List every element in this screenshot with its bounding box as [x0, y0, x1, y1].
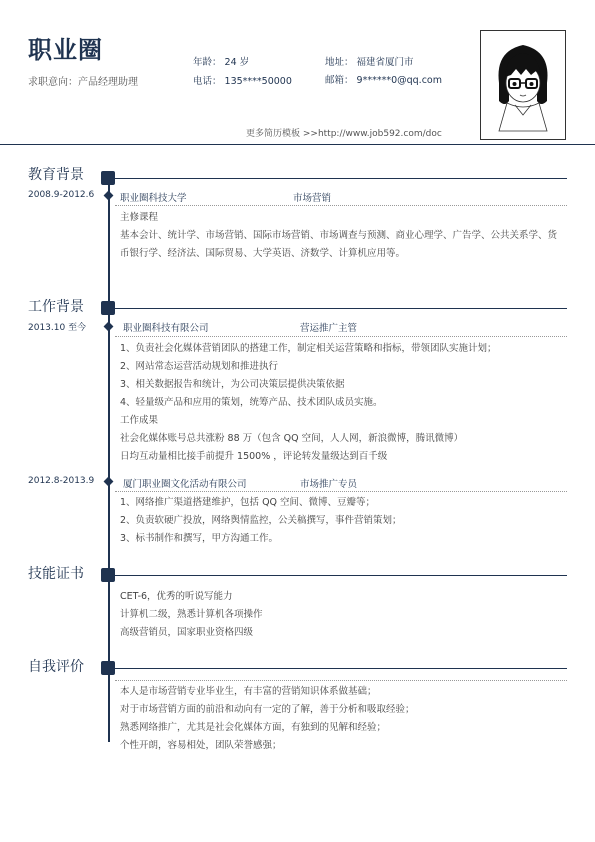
avatar-illustration: [481, 31, 565, 139]
education-details: [120, 209, 565, 263]
school-name: 职业圈科技大学: [120, 193, 187, 204]
section-title-work: 工作背景: [28, 299, 84, 315]
dotted-divider: [115, 336, 567, 337]
job-line: 社会化媒体账号总共涨粉 88 万（包含 QQ 空间，人人网，新浪微博，腾讯微博）: [120, 433, 464, 444]
section-marker: [101, 301, 115, 315]
course-heading: 主修课程: [120, 212, 159, 223]
timeline-line: [108, 172, 110, 742]
job-line: 1、负责社会化媒体营销团队的搭建工作，制定相关运营策略和指标，带领团队实施计划；: [120, 343, 497, 354]
section-title-education: 教育背景: [28, 167, 84, 183]
section-marker: [101, 568, 115, 582]
job-line: 2、网站常态运营活动规划和推进执行: [120, 361, 279, 372]
job-line: 3、相关数据报告和统计，为公司决策层提供决策依据: [120, 379, 345, 390]
age-field: 年龄： 24 岁: [193, 57, 250, 68]
job-line: 2、负责软硬广投放，网络舆情监控，公关稿撰写，事件营销策划；: [120, 515, 402, 526]
section-marker: [101, 171, 115, 185]
eval-item: 本人是市场营销专业毕业生，有丰富的营销知识体系做基础；: [120, 686, 377, 697]
more-templates-link[interactable]: 更多简历模板 >>http://www.job592.com/doc: [246, 129, 442, 139]
resume-name: 职业圈: [28, 36, 103, 64]
dotted-divider: [115, 491, 567, 492]
phone-field: 电话： 135****50000: [193, 76, 292, 87]
course-list: 基本会计、统计学、市场营销、国际市场营销、市场调查与预测、商业心理学、广告学、公共关系学、货币银行学、经济法、国际贸易、大学英语、济数学、计算机应用等。: [120, 230, 558, 259]
timeline-diamond: [103, 322, 113, 332]
section-title-self-eval: 自我评价: [28, 659, 84, 675]
section-divider: [115, 575, 567, 576]
job-details: [120, 340, 565, 466]
section-divider: [115, 308, 567, 309]
job-line: 3、标书制作和撰写，甲方沟通工作。: [120, 533, 279, 544]
job-line: 4、轻量级产品和应用的策划，统筹产品、技术团队成员实施。: [120, 397, 383, 408]
job-line: 1、网络推广渠道搭建维护，包括 QQ 空间、微博、豆瓣等；: [120, 497, 376, 508]
job-position: 市场推广专员: [300, 479, 358, 490]
self-eval-list: [120, 683, 565, 755]
dotted-divider: [115, 205, 567, 206]
header-divider: [0, 144, 595, 145]
dotted-divider: [115, 680, 567, 681]
eval-item: 熟悉网络推广，尤其是社会化媒体方面，有独到的见解和经验；: [120, 722, 387, 733]
section-marker: [101, 661, 115, 675]
company-name: 职业圈科技有限公司: [123, 323, 209, 334]
email-field: 邮箱： 9******0@qq.com: [325, 75, 442, 86]
job-details: [120, 494, 565, 548]
education-date: 2008.9-2012.6: [28, 190, 95, 200]
company-name: 厦门职业圈文化活动有限公司: [123, 479, 247, 490]
skills-list: [120, 588, 565, 642]
job-date: 2013.10 至今: [28, 323, 87, 333]
section-divider: [115, 178, 567, 179]
job-intent: 求职意向：产品经理助理: [28, 77, 138, 88]
section-title-skills: 技能证书: [28, 566, 84, 582]
eval-item: 个性开朗，容易相处，团队荣誉感强；: [120, 740, 282, 751]
job-line: 工作成果: [120, 415, 159, 426]
timeline-diamond: [103, 477, 113, 487]
job-line: 日均互动量相比接手前提升 1500% ，评论转发量级达到百千级: [120, 451, 388, 462]
major-name: 市场营销: [293, 193, 332, 204]
profile-photo: [480, 30, 566, 140]
job-position: 营运推广主管: [300, 323, 358, 334]
section-divider: [115, 668, 567, 669]
skill-item: 高级营销员，国家职业资格四级: [120, 627, 254, 638]
timeline-diamond: [103, 191, 113, 201]
eval-item: 对于市场营销方面的前沿和动向有一定的了解，善于分析和吸取经验；: [120, 704, 415, 715]
job-date: 2012.8-2013.9: [28, 476, 95, 486]
skill-item: CET-6，优秀的听说写能力: [120, 591, 233, 602]
skill-item: 计算机二级，熟悉计算机各项操作: [120, 609, 263, 620]
address-field: 地址： 福建省厦门市: [325, 57, 414, 68]
